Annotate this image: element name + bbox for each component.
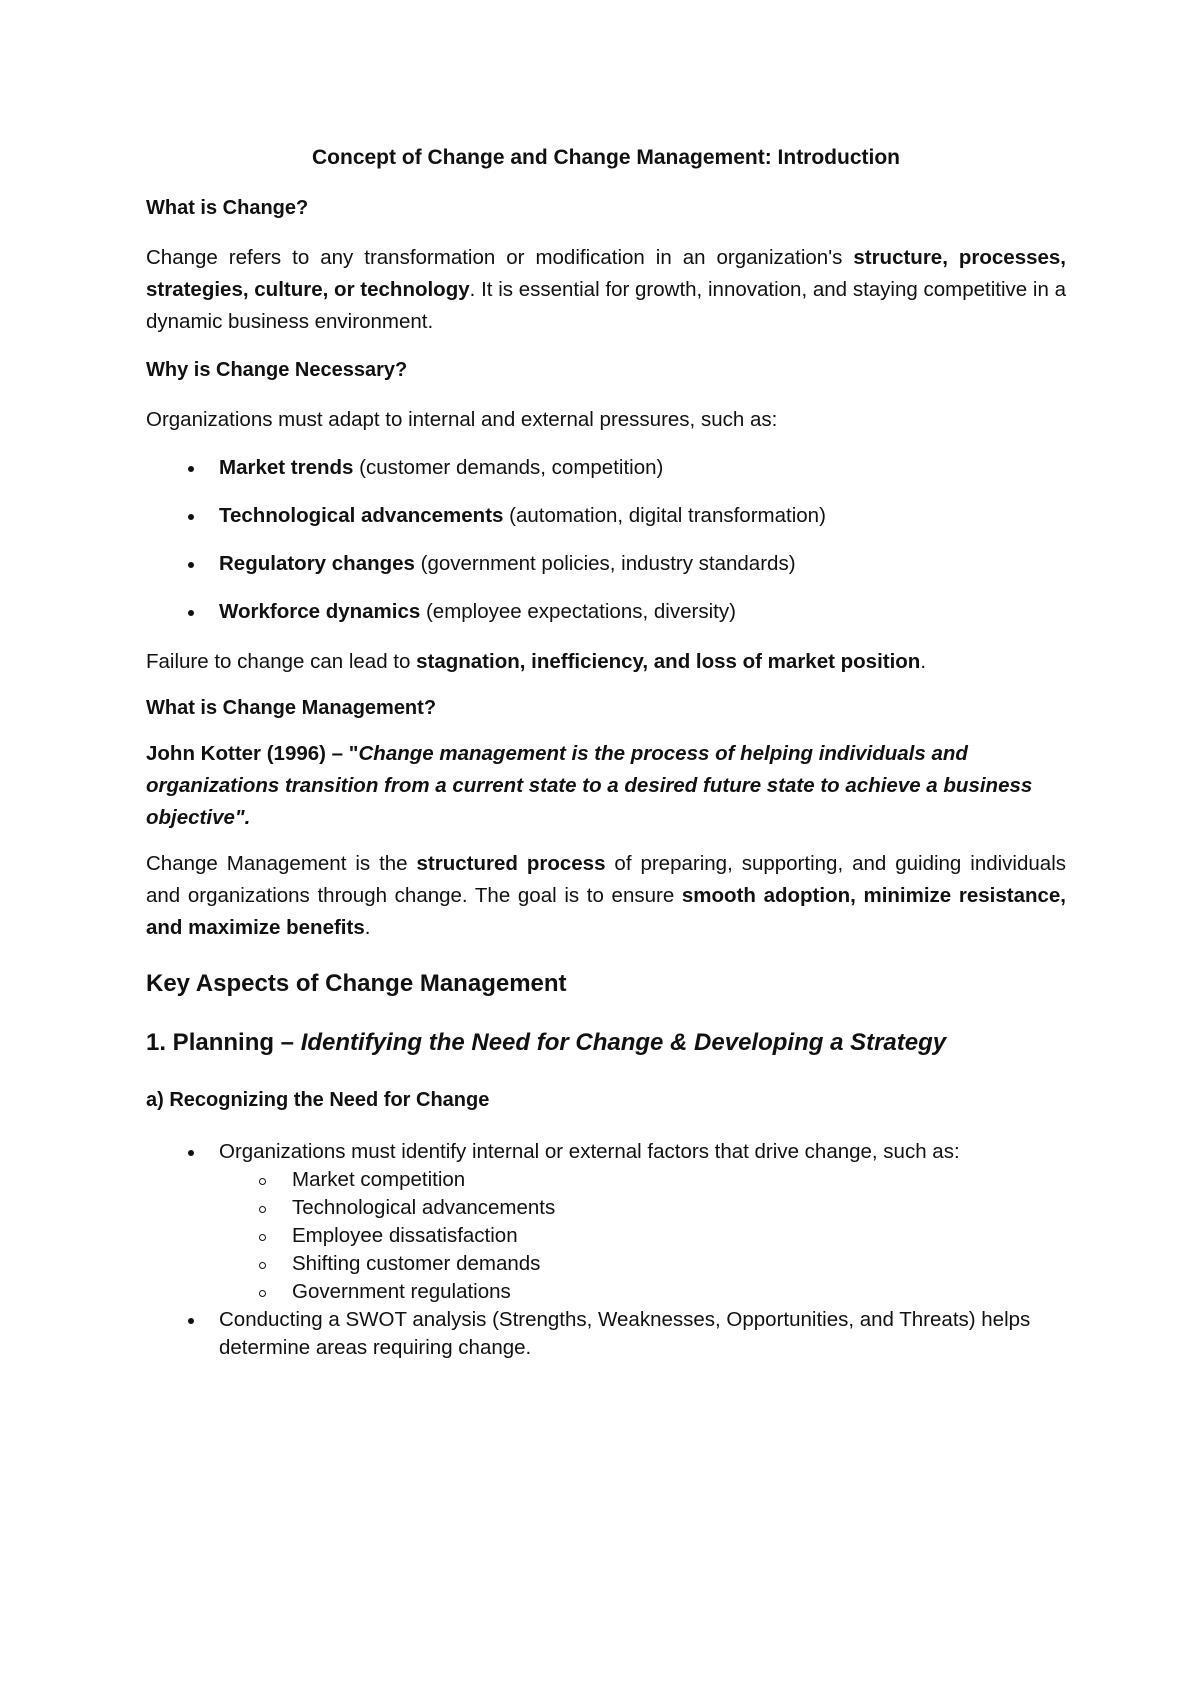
list-item-text: Conducting a SWOT analysis (Strengths, Weaknesses, Opportunities, and Threats) helps determine areas requiring change. <box>219 1307 1031 1359</box>
heading-what-is-change-management: What is Change Management? <box>146 697 437 720</box>
text-run: (government policies, industry standards) <box>414 552 796 576</box>
heading-what-is-change: What is Change? <box>146 197 309 220</box>
bold-run: Workforce dynamics <box>219 600 421 624</box>
text-run: of preparing, supporting, and guiding individuals and organizations through change. The goal is to ensure <box>146 852 1066 908</box>
sublist-item <box>219 1222 1066 1250</box>
circle-bullet-icon <box>259 1234 266 1241</box>
quote-author: John Kotter (1996) – " <box>146 742 359 766</box>
bold-run: smooth adoption, minimize resistance, and maximize benefits <box>146 884 1066 940</box>
paragraph-failure <box>146 646 1066 678</box>
circle-bullet-icon <box>259 1262 266 1269</box>
document-title: Concept of Change and Change Management: Introduction <box>312 146 900 169</box>
planning-list <box>146 1138 1066 1362</box>
text-run: . <box>364 916 371 940</box>
paragraph-change-management-definition <box>146 848 1066 944</box>
bullet-icon <box>188 562 194 568</box>
quote-end: ". <box>234 806 251 830</box>
bold-run: Market trends <box>219 456 354 480</box>
text-run: Failure to change can lead to <box>146 650 417 674</box>
text-run: (customer demands, competition) <box>353 456 664 480</box>
sublist-item <box>219 1250 1066 1278</box>
sublist-item-text: Government regulations <box>292 1279 511 1303</box>
list-item <box>146 598 1066 626</box>
text-run: . <box>920 650 927 674</box>
list-item-text: Organizations must identify internal or external factors that drive change, such as: <box>219 1139 960 1163</box>
planning-number: 1. Planning – <box>146 1028 301 1056</box>
paragraph-pressures-intro: Organizations must adapt to internal and external pressures, such as: <box>146 408 778 432</box>
sublist-item-text: Market competition <box>292 1167 466 1191</box>
text-run: . It is essential for growth, innovation, and staying competitive in a dynamic business environment. <box>146 278 1067 334</box>
circle-bullet-icon <box>259 1290 266 1297</box>
pressures-list <box>146 454 1066 626</box>
sublist-item <box>219 1194 1066 1222</box>
drivers-sublist <box>219 1166 1066 1306</box>
sublist-item-text: Shifting customer demands <box>292 1251 541 1275</box>
bold-run: structure, processes, strategies, culture, or technology <box>146 246 1066 302</box>
bullet-icon <box>188 514 194 520</box>
circle-bullet-icon <box>259 1178 266 1185</box>
heading-planning <box>146 1029 1066 1058</box>
list-item <box>146 454 1066 482</box>
bullet-icon <box>188 610 194 616</box>
kotter-quote <box>146 738 1066 834</box>
text-run: Change refers to any transformation or modification in an organization's <box>146 246 854 270</box>
heading-key-aspects: Key Aspects of Change Management <box>146 970 567 998</box>
bold-run: structured process <box>416 852 606 876</box>
planning-italic: Identifying the Need for Change & Developing a Strategy <box>300 1028 947 1056</box>
sublist-item-text: Employee dissatisfaction <box>292 1223 518 1247</box>
quote-text: Change management is the process of helping individuals and organizations transition from a current state to a desired future state to achieve a business objective <box>146 742 1033 830</box>
circle-bullet-icon <box>259 1206 266 1213</box>
bullet-icon <box>188 466 194 472</box>
bold-run: Technological advancements <box>219 504 504 528</box>
bullet-icon <box>188 1150 194 1156</box>
text-run: (employee expectations, diversity) <box>420 600 736 624</box>
bullet-icon <box>188 1318 194 1324</box>
list-item <box>146 1306 1066 1362</box>
sublist-item-text: Technological advancements <box>292 1195 556 1219</box>
bold-run: Regulatory changes <box>219 552 415 576</box>
paragraph-change-definition <box>146 242 1066 338</box>
heading-why-change: Why is Change Necessary? <box>146 359 408 382</box>
sublist-item <box>219 1278 1066 1306</box>
heading-recognizing-need: a) Recognizing the Need for Change <box>146 1088 490 1111</box>
bold-run: stagnation, inefficiency, and loss of market position <box>416 650 921 674</box>
text-run: Change Management is the <box>146 852 417 876</box>
text-run: (automation, digital transformation) <box>503 504 826 528</box>
list-item <box>146 1138 1066 1306</box>
sublist-item <box>219 1166 1066 1194</box>
list-item <box>146 550 1066 578</box>
list-item <box>146 502 1066 530</box>
